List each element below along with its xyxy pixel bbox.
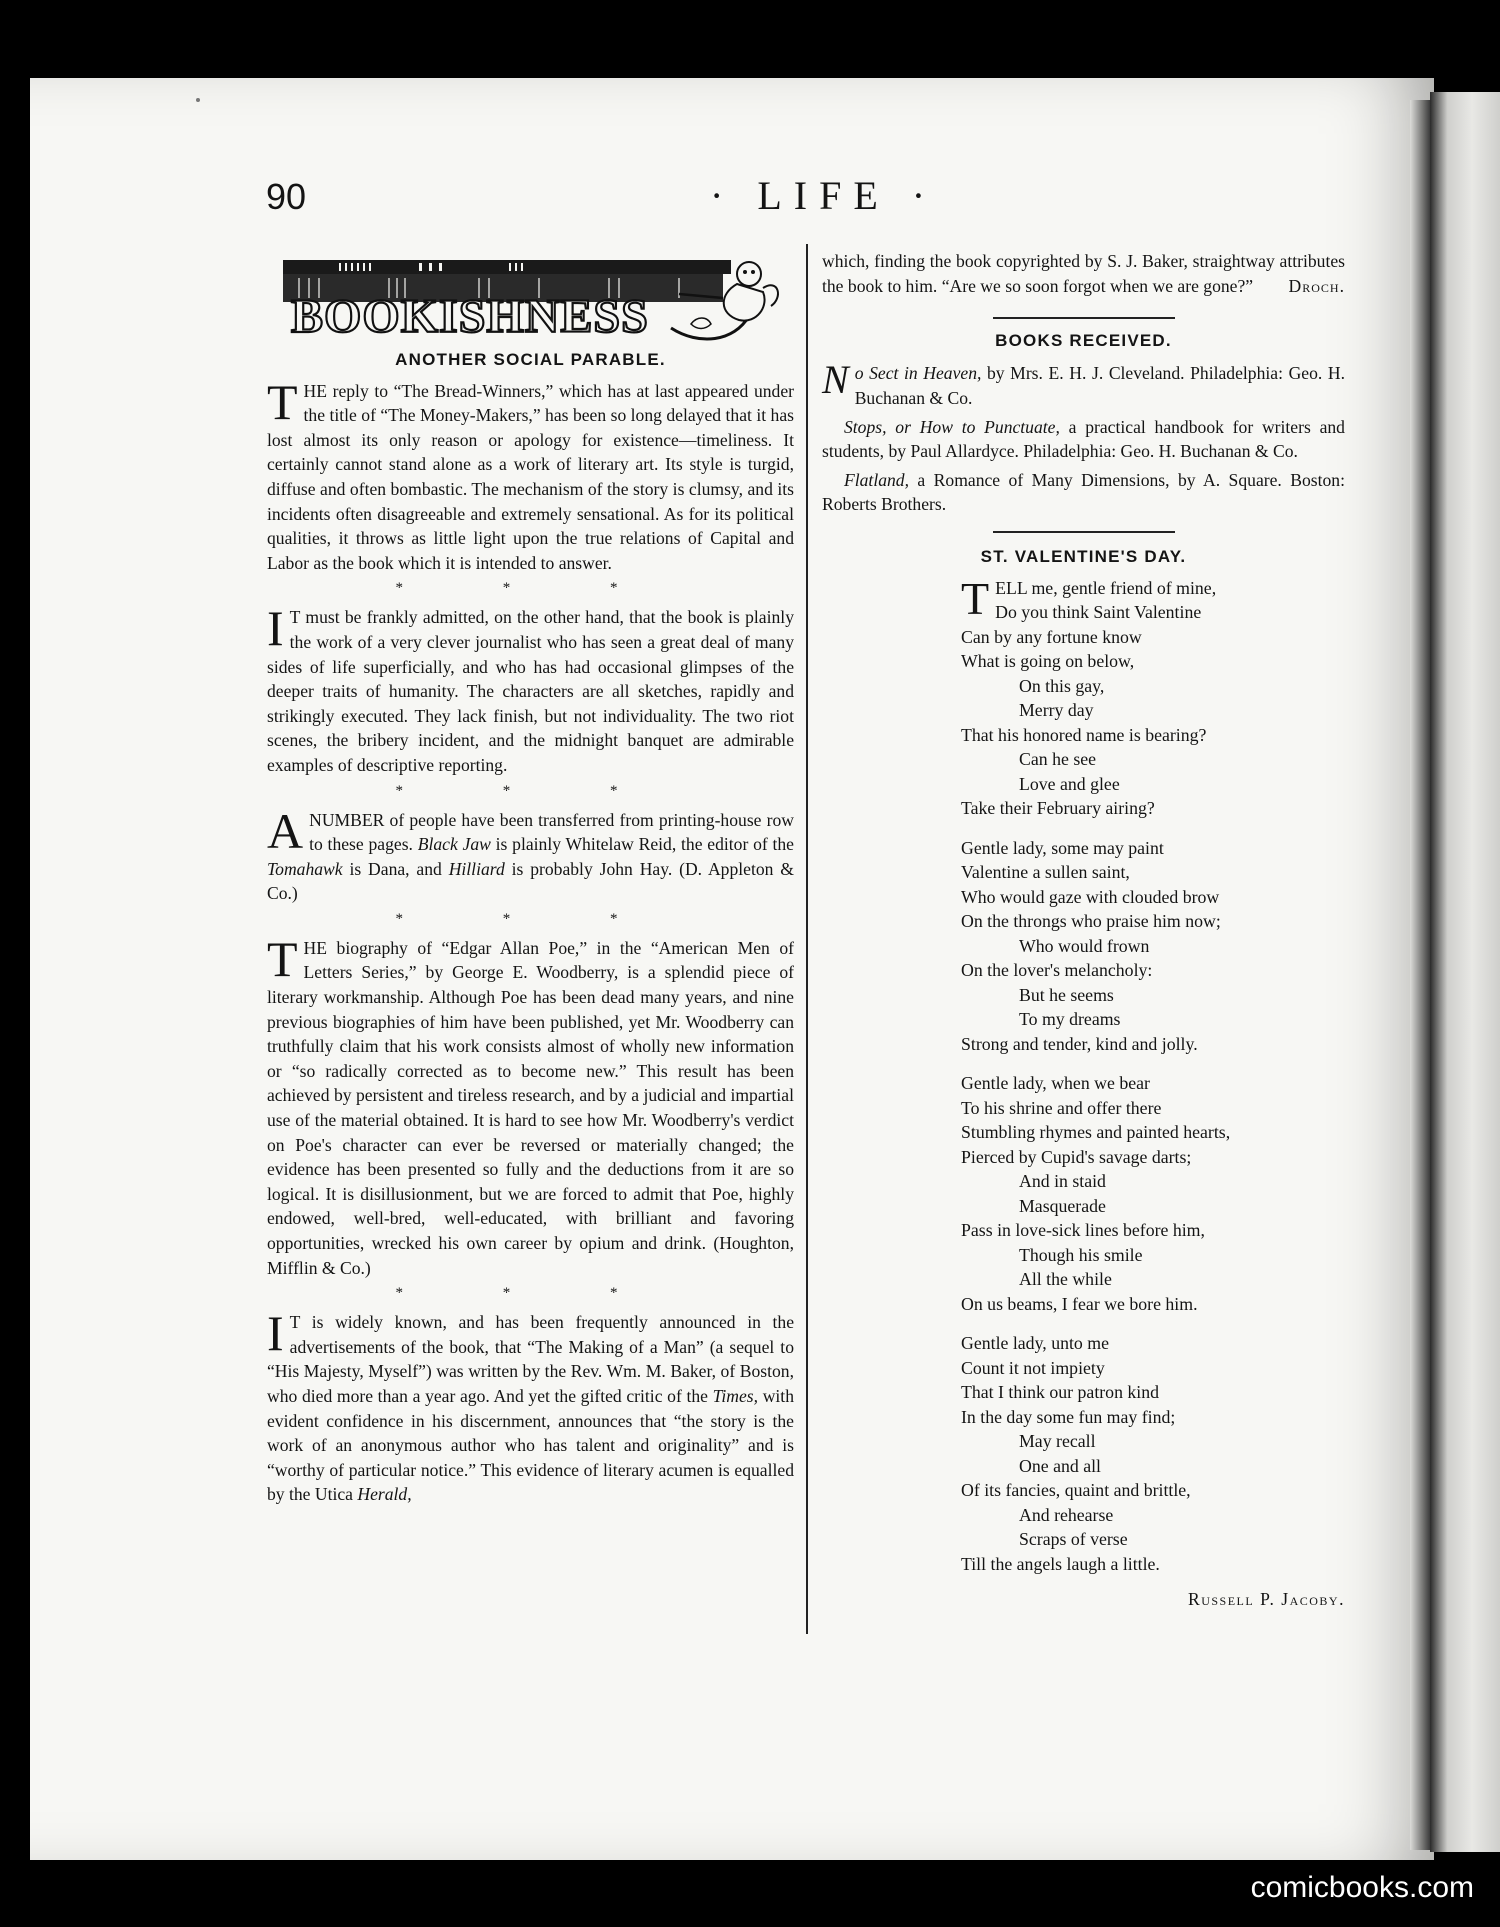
poem-line: [961, 1503, 1345, 1528]
paragraph-money-makers: [267, 373, 794, 576]
right-column: [822, 249, 1345, 1612]
poem-line: [961, 1032, 1345, 1057]
poem-line-text: But he seems: [1019, 984, 1114, 1005]
poem-stanza: [961, 1071, 1345, 1316]
poem-line-text: Gentle lady, when we bear: [961, 1073, 1150, 1094]
poem-line-text: And in staid: [1019, 1171, 1106, 1192]
poem-line-text: On the lover's melancholy:: [961, 960, 1153, 981]
poem-line-text: Pass in love-sick lines before him,: [961, 1220, 1205, 1241]
poem-line: [961, 1243, 1345, 1268]
book-details: a practical handbook for writers and students, by Paul Allardyce. Philadelphia: Geo. H. Buchanan & Co.: [822, 416, 1345, 462]
poem-line-text: Masquerade: [1019, 1195, 1106, 1216]
poem-line: [961, 1405, 1345, 1430]
book-title: o Sect in Heaven,: [854, 363, 982, 384]
page-number: 90: [266, 176, 307, 217]
poem-line-text: Scraps of verse: [1019, 1529, 1128, 1550]
section-separator: * * *: [395, 910, 666, 927]
watermark: comicbooks.com: [1250, 1871, 1474, 1904]
poem-line-text: On this gay,: [1019, 675, 1105, 696]
poem-line-text: Gentle lady, some may paint: [961, 837, 1164, 858]
poem-line: [961, 600, 1345, 625]
poem-line: [961, 1429, 1345, 1454]
poem-line: [961, 1552, 1345, 1577]
italic-title: Hilliard: [448, 858, 505, 879]
italic-title: Herald,: [357, 1484, 412, 1505]
poem-line-text: Though his smile: [1019, 1244, 1143, 1265]
poem-line-text: That I think our patron kind: [961, 1382, 1160, 1403]
svg-text:BOOKISHNESS: BOOKISHNESS: [291, 290, 649, 343]
paragraph-poe-biography: [267, 930, 794, 1280]
poem-line-text: To his shrine and offer there: [961, 1097, 1162, 1118]
poem-line: [961, 1331, 1345, 1356]
poem-line-text: Gentle lady, unto me: [961, 1333, 1109, 1354]
book-details: a Romance of Many Dimensions, by A. Square. Boston: Roberts Brothers.: [822, 469, 1345, 515]
paragraph-text: NUMBER of people have been transferred from printing-house row to these pages.: [309, 809, 794, 855]
poem-line-text: ELL me, gentle friend of mine,: [995, 577, 1217, 598]
drop-cap: A: [267, 802, 304, 859]
poem-line: [961, 1120, 1345, 1145]
poem-line-text: Can by any fortune know: [961, 626, 1142, 647]
poem-line: [961, 1380, 1345, 1405]
poem-line: [961, 1071, 1345, 1096]
signature-droch: Droch.: [1288, 276, 1345, 297]
poem-line: [961, 723, 1345, 748]
poem-line: [961, 983, 1345, 1008]
left-column: [267, 254, 794, 1507]
poem-line-text: Stumbling rhymes and painted hearts,: [961, 1122, 1231, 1143]
adjacent-page-edge: [1430, 92, 1500, 1852]
poem-line: [961, 1007, 1345, 1032]
poem-stanza: [961, 572, 1345, 821]
paragraph-text: is Dana, and: [342, 858, 449, 879]
poem-line-text: All the while: [1019, 1269, 1112, 1290]
paragraph-text: T must be frankly admitted, on the other hand, that the book is plainly the work of a very clever journalist who has seen a great deal of many sides of life superficially, and who has had occasional glimpses of the deeper traits of humanity. The characters are all sketches, rapidly and strikingly executed. They lack finish, but not individuality. The two riot scenes, the bribery incident, and the midnight banquet are admirable examples of descriptive reporting.: [267, 607, 794, 775]
poem-line-text: On us beams, I fear we bore him.: [961, 1293, 1198, 1314]
poem-line-text: Strong and tender, kind and jolly.: [961, 1033, 1198, 1054]
drop-cap: N: [822, 357, 849, 403]
poem-line-text: Count it not impiety: [961, 1357, 1105, 1378]
poem-line: [961, 1145, 1345, 1170]
book-entry: [822, 468, 1345, 517]
drop-cap: T: [961, 572, 990, 624]
drop-cap: I: [267, 1305, 284, 1362]
poem-line: [961, 1218, 1345, 1243]
drop-cap: T: [267, 373, 298, 430]
paragraph-transferred: [267, 802, 794, 906]
poem-line: [961, 934, 1345, 959]
section-separator: * * *: [395, 782, 666, 799]
poem-stanza: [961, 836, 1345, 1057]
paragraph-text: is probably John Hay. (D. Appleton & Co.): [267, 858, 794, 904]
book-title: Flatland,: [844, 469, 909, 490]
poem-line: [961, 625, 1345, 650]
poem-line-text: Of its fancies, quaint and brittle,: [961, 1480, 1191, 1501]
book-entry: [822, 415, 1345, 464]
poem-line-text: And rehearse: [1019, 1504, 1114, 1525]
poem-line: [961, 1478, 1345, 1503]
section-separator: * * *: [395, 580, 666, 597]
books-received-heading: BOOKS RECEIVED.: [995, 330, 1172, 350]
poem-line: [961, 860, 1345, 885]
poem-line: [961, 1096, 1345, 1121]
poem-line-text: That his honored name is bearing?: [961, 724, 1207, 745]
poem-st-valentines-day: [961, 572, 1345, 1577]
poem-line-text: Merry day: [1019, 700, 1094, 721]
poem-stanza: [961, 1331, 1345, 1576]
paragraph-text: T is widely known, and has been frequently announced in the advertisements of the book, that “The Making of a Man” (a sequel to “His Majesty, Myself”) was written by the Rev. Wm. M. Baker, of Boston, who died more than a year ago. And yet the gifted critic of the: [267, 1312, 794, 1406]
section-separator: * * *: [395, 1285, 666, 1302]
poem-line: [961, 747, 1345, 772]
scan-speck: [196, 98, 200, 102]
column-divider: [806, 244, 808, 1634]
poem-line: [961, 1267, 1345, 1292]
poem-line-text: Do you think Saint Valentine: [995, 602, 1202, 623]
poem-line-text: To my dreams: [1019, 1009, 1121, 1030]
poem-line: [961, 1454, 1345, 1479]
poem-line-text: May recall: [1019, 1431, 1096, 1452]
article-heading: ANOTHER SOCIAL PARABLE.: [395, 350, 666, 369]
book-title: Stops, or How to Punctuate,: [844, 416, 1060, 437]
poem-line-text: Valentine a sullen saint,: [961, 862, 1130, 883]
poem-line-text: Who would frown: [1019, 935, 1150, 956]
poem-line-text: On the throngs who praise him now;: [961, 911, 1221, 932]
paragraph-text: HE reply to “The Bread-Winners,” which has at last appeared under the title of “The Money-Makers,” has been so long delayed that it has lost almost its only reason or apology for existence—timeliness. It certainly cannot stand alone as a work of literary art. Its style is turgid, diffuse and often bombastic. The mechanism of the story is clumsy, and its incidents often disagreeable and extremely sensational. As for its political qualities, it throws as little light upon the true relations of Capital and Labor as the book which it is intended to answer.: [267, 380, 794, 573]
poem-line: [961, 1169, 1345, 1194]
poem-line: [961, 698, 1345, 723]
paragraph-making-of-a-man: [267, 1305, 794, 1507]
poem-line: [961, 958, 1345, 983]
italic-title: Tomahawk: [267, 858, 343, 879]
poem-line: [961, 1292, 1345, 1317]
poem-line-text: What is going on below,: [961, 651, 1135, 672]
book-entry: [822, 357, 1345, 410]
drop-cap: I: [267, 600, 284, 657]
page-gutter-shadow: [1410, 100, 1432, 1850]
poem-line-text: In the day some fun may find;: [961, 1406, 1176, 1427]
poem-line-text: Can he see: [1019, 749, 1097, 770]
poem-line: [961, 796, 1345, 821]
poem-line: [961, 909, 1345, 934]
paragraph-text: HE biography of “Edgar Allan Poe,” in the “American Men of Letters Series,” by George E. Woodberry, is a splendid piece of literary workmanship. Although Poe has been dead many years, and nine previous biographies of him have been published, yet Mr. Woodberry can truthfully claim that his work consists almost of wholly new information or “so radically corrected as to become new.” This result has been achieved by persistent and tireless research, and by a judicial and impartial use of the material obtained. It is hard to see how Mr. Woodberry's verdict on Poe's character can ever be reversed or materially changed; the evidence has been presented so fully and the deductions from it are so logical. It is disillusionment, but we are forced to admit that Poe, highly endowed, well-bred, well-educated, with brilliant and favoring opportunities, wrecked his own career by opium and drink. (Houghton, Mifflin & Co.): [267, 937, 794, 1278]
poem-line: [961, 1194, 1345, 1219]
poem-line: [961, 772, 1345, 797]
poem-signature: Russell P. Jacoby.: [1187, 1589, 1345, 1610]
poem-line-text: Who would gaze with clouded brow: [961, 886, 1220, 907]
masthead-title: · LIFE ·: [710, 173, 938, 218]
drop-cap: T: [267, 930, 298, 987]
continuation-text: which, finding the book copyrighted by S. J. Baker, straightway attributes the book to him. “Are we so soon forgot when we are gone?”: [822, 251, 1345, 296]
poem-heading: ST. VALENTINE'S DAY.: [980, 546, 1187, 566]
poem-line-text: One and all: [1019, 1455, 1101, 1476]
italic-title: Black Jaw: [417, 834, 491, 855]
poem-line: [961, 1356, 1345, 1381]
book-details: by Mrs. E. H. J. Cleveland. Philadelphia: Geo. H. Buchanan & Co.: [854, 363, 1345, 408]
poem-line: [961, 836, 1345, 861]
italic-title: Times,: [712, 1385, 759, 1406]
poem-line-text: Love and glee: [1019, 773, 1120, 794]
poem-line: [961, 885, 1345, 910]
poem-line-text: Till the angels laugh a little.: [961, 1553, 1160, 1574]
bookishness-banner-illustration: [279, 254, 784, 346]
paragraph-clever-journalist: [267, 600, 794, 777]
paragraph-text: is plainly Whitelaw Reid, the editor of the: [490, 834, 794, 855]
poem-line-text: Take their February airing?: [961, 798, 1155, 819]
poem-line: [961, 649, 1345, 674]
poem-line: [961, 1527, 1345, 1552]
poem-line: [961, 674, 1345, 699]
paragraph-text: with evident confidence in his discernment, announces that “the story is the work of an anonymous author who has talent and originality” and is “worthy of particular notice.” This evidence of literary acumen is equalled by the Utica: [267, 1385, 794, 1505]
poem-line-text: Pierced by Cupid's savage darts;: [961, 1146, 1192, 1167]
